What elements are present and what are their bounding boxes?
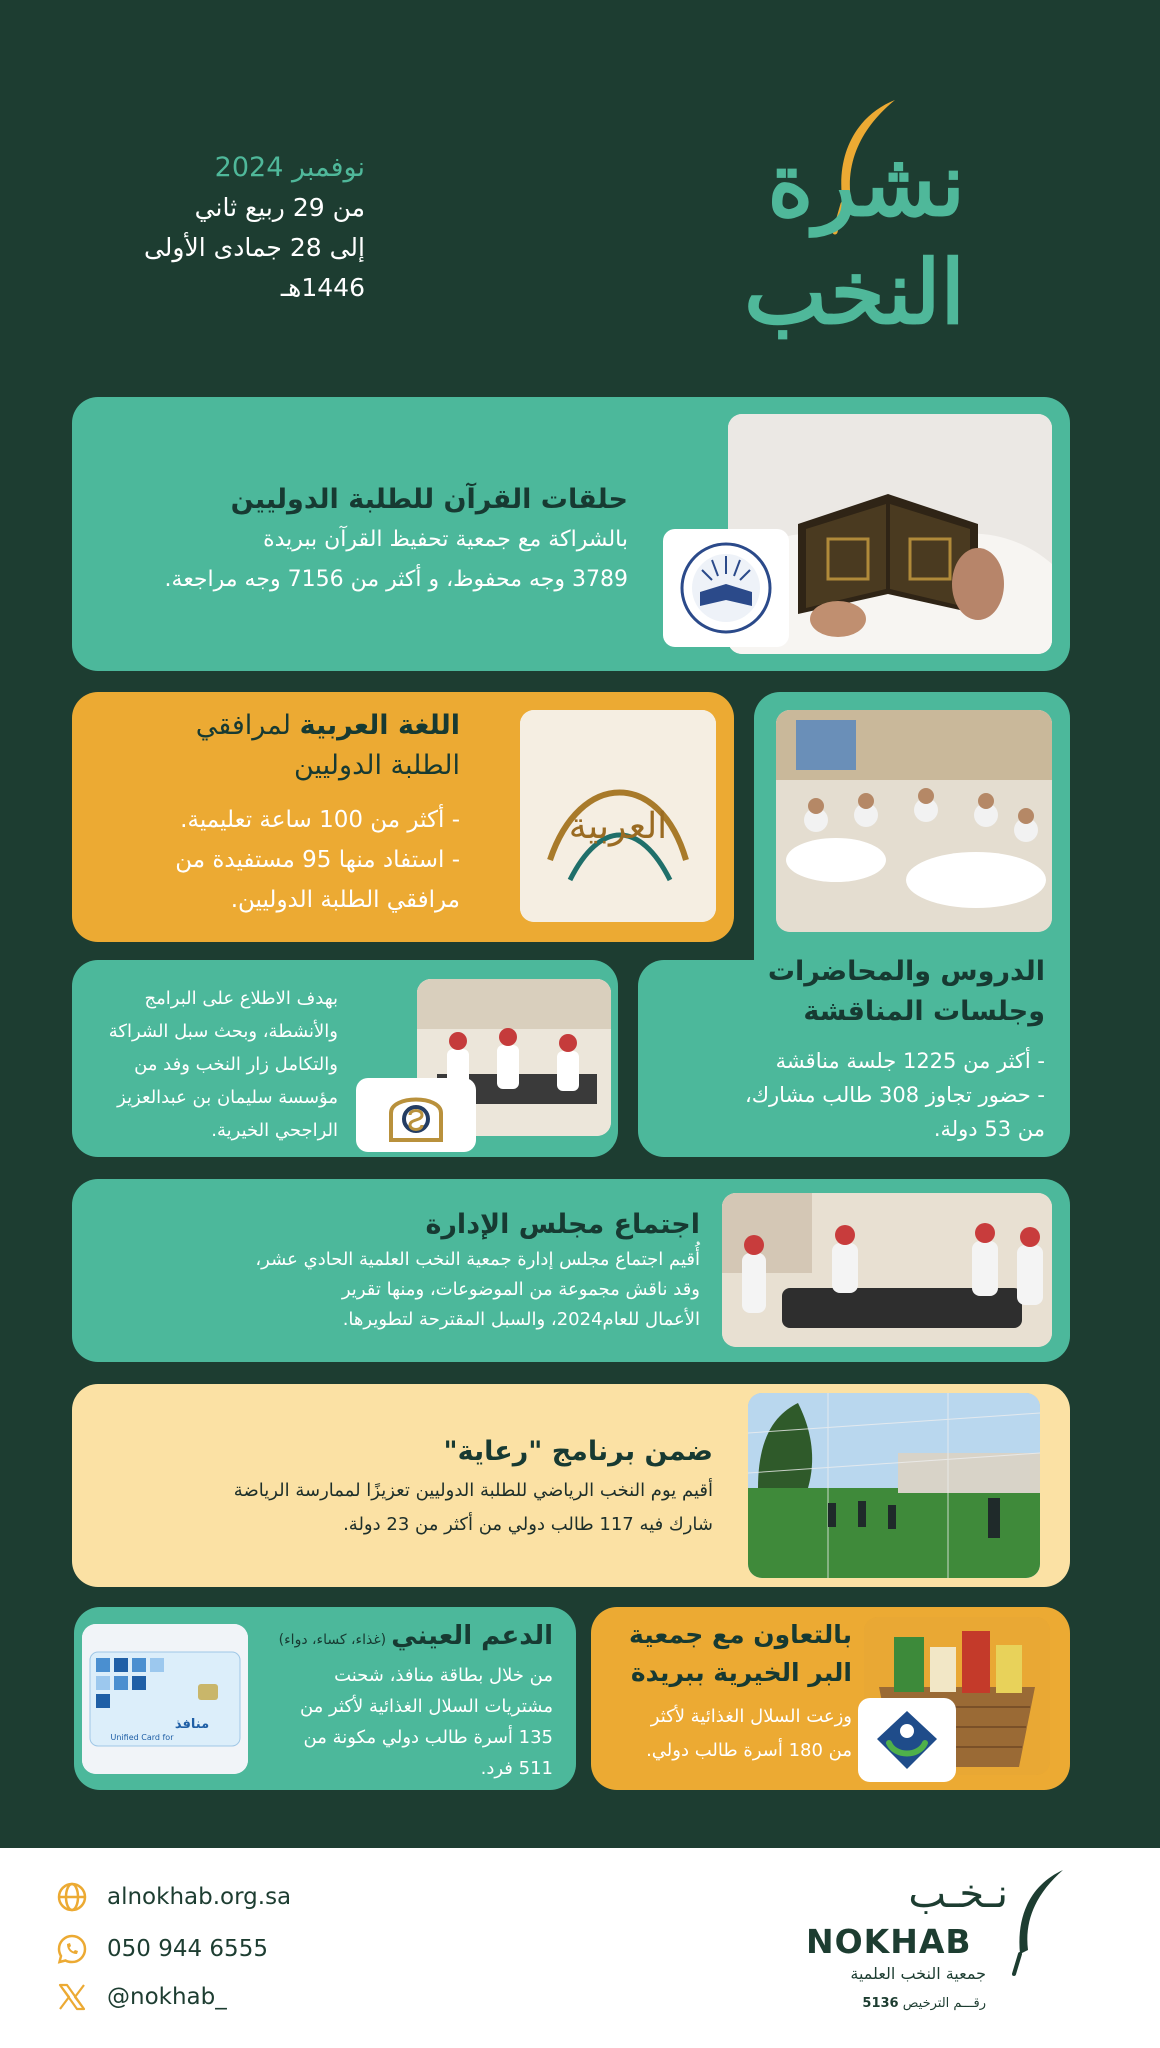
newsletter-title (705, 130, 965, 346)
board-text (150, 1205, 700, 1335)
x-twitter-icon (55, 1980, 89, 2014)
support-text (255, 1616, 553, 1784)
twitter-text: @nokhab_ (107, 1984, 227, 2010)
website-text: alnokhab.org.sa (107, 1884, 292, 1910)
support-line2: مشتريات السلال الغذائية لأكثر من (299, 1696, 553, 1717)
arabic-text (100, 706, 460, 920)
twitter-link[interactable] (55, 1980, 227, 2014)
lessons-heading-line1: الدروس والمحاضرات (767, 956, 1045, 987)
license-label: رقـــم الترخيص (902, 1996, 986, 2011)
card-sub: Unified Card for (110, 1733, 174, 1742)
card-brand: منافذ (174, 1717, 210, 1732)
manafez-card-illustration (82, 1624, 248, 1774)
calligraphy-word: العربية (568, 806, 668, 847)
title-line1: نشرة (767, 132, 965, 236)
manafez-card-image (82, 1624, 248, 1774)
board-photo-illustration (722, 1193, 1052, 1347)
issue-month: نوفمبر 2024 (214, 152, 365, 183)
lessons-bullet3: من 53 دولة. (933, 1117, 1045, 1141)
visit-line4: مؤسسة سليمان بن عبدالعزيز (117, 1087, 338, 1108)
title-line2: النخب (743, 240, 965, 344)
date-to: إلى 28 جمادى الأولى 1446هـ (143, 233, 365, 302)
support-heading-row (255, 1616, 553, 1660)
lessons-bullet1: - أكثر من 1225 جلسة مناقشة (775, 1049, 1045, 1073)
support-heading: الدعم العيني (391, 1621, 553, 1651)
logo-feather-icon (1008, 1868, 1068, 1978)
arabic-heading-bold: اللغة العربية (299, 710, 460, 741)
website-link[interactable] (55, 1880, 291, 1914)
logo-arabic-wordmark: نـخـب (908, 1871, 1008, 1917)
globe-icon (55, 1880, 89, 1914)
visit-line5: الراجحي الخيرية. (211, 1120, 338, 1141)
quran-heading: حلقات القرآن للطلبة الدوليين (230, 484, 628, 515)
visit-line1: بهدف الاطلاع على البرامج (144, 988, 338, 1009)
birr-society-logo (858, 1698, 956, 1782)
arabic-bullet1: - أكثر من 100 ساعة تعليمية. (180, 807, 460, 833)
calligraphy-art (520, 710, 716, 922)
support-line4: 511 فرد. (480, 1758, 553, 1779)
birr-text (602, 1616, 852, 1768)
arabic-bullet3: مرافقي الطلبة الدوليين. (230, 887, 460, 913)
arabic-heading-rest: لمرافقي (195, 710, 291, 741)
phone-text: 050 944 6555 (107, 1936, 268, 1962)
date-range (60, 148, 365, 308)
sports-photo-illustration (748, 1393, 1040, 1578)
date-from: من 29 ربيع ثاني (194, 193, 365, 222)
sports-line1: أقيم يوم النخب الرياضي للطلبة الدوليين تعزيزًا لممارسة الرياضة (233, 1480, 713, 1501)
hands-emblem-icon (871, 1707, 943, 1773)
lessons-bullet2: - حضور تجاوز 308 طالب مشارك، (744, 1083, 1045, 1107)
board-line3: الأعمال للعام2024، والسبل المقترحة لتطويرها. (342, 1309, 700, 1330)
logo-license (806, 1996, 986, 2011)
lessons-heading-line2: وجلسات المناقشة (803, 996, 1045, 1027)
rajhi-foundation-logo (356, 1078, 476, 1152)
arabic-calligraphy-image (520, 710, 716, 922)
board-line1: أُقيم اجتماع مجلس إدارة جمعية النخب العلمية الحادي عشر، (255, 1249, 700, 1270)
visit-text (86, 982, 338, 1147)
birr-heading-line2: البر الخيرية ببريدة (630, 1658, 852, 1687)
visit-line2: والأنشطة، وبحث سبل الشراكة (108, 1021, 338, 1042)
support-heading-note: (غذاء، كساء، دواء) (278, 1632, 387, 1648)
sports-field-photo (748, 1393, 1040, 1578)
arabic-heading-line2: الطلبة الدوليين (293, 750, 460, 781)
whatsapp-icon (55, 1932, 89, 1966)
lessons-text (650, 952, 1045, 1146)
board-heading: اجتماع مجلس الإدارة (425, 1209, 700, 1240)
lecture-hall-illustration (776, 710, 1052, 932)
sports-line2: شارك فيه 117 طالب دولي من أكثر من 23 دولة. (343, 1514, 713, 1535)
board-meeting-photo (722, 1193, 1052, 1347)
board-line2: وقد ناقش مجموعة من الموضوعات، ومنها تقرير (341, 1279, 700, 1300)
arabic-heading (100, 706, 460, 746)
license-number: 5136 (862, 1996, 899, 2011)
foundation-emblem-icon (381, 1085, 451, 1145)
quran-line2: 3789 وجه محفوظ، و أكثر من 7156 وجه مراجعة. (164, 567, 628, 592)
nokhab-logo (800, 1862, 1080, 2032)
sports-heading: ضمن برنامج "رعاية" (443, 1436, 713, 1467)
phone-link[interactable] (55, 1932, 268, 1966)
lessons-hall-photo (776, 710, 1052, 932)
arabic-bullet2: - استفاد منها 95 مستفيدة من (175, 847, 460, 873)
support-line1: من خلال بطاقة منافذ، شحنت (334, 1665, 553, 1686)
birr-line2: من 180 أسرة طالب دولي. (646, 1740, 852, 1761)
support-line3: 135 أسرة طالب دولي مكونة من (303, 1727, 553, 1748)
quran-line1: بالشراكة مع جمعية تحفيظ القرآن ببريدة (263, 527, 628, 552)
birr-heading-line1: بالتعاون مع جمعية (629, 1620, 852, 1649)
logo-english-wordmark: NOKHAB (806, 1922, 972, 1961)
sports-text (160, 1430, 713, 1542)
quran-society-logo (663, 529, 789, 647)
visit-line3: والتكامل زار النخب وفد من (134, 1054, 338, 1075)
book-emblem-icon (678, 540, 774, 636)
quran-text (95, 480, 628, 600)
logo-org-name: جمعية النخب العلمية (850, 1964, 986, 1983)
birr-line1: وزعت السلال الغذائية لأكثر (650, 1706, 852, 1727)
